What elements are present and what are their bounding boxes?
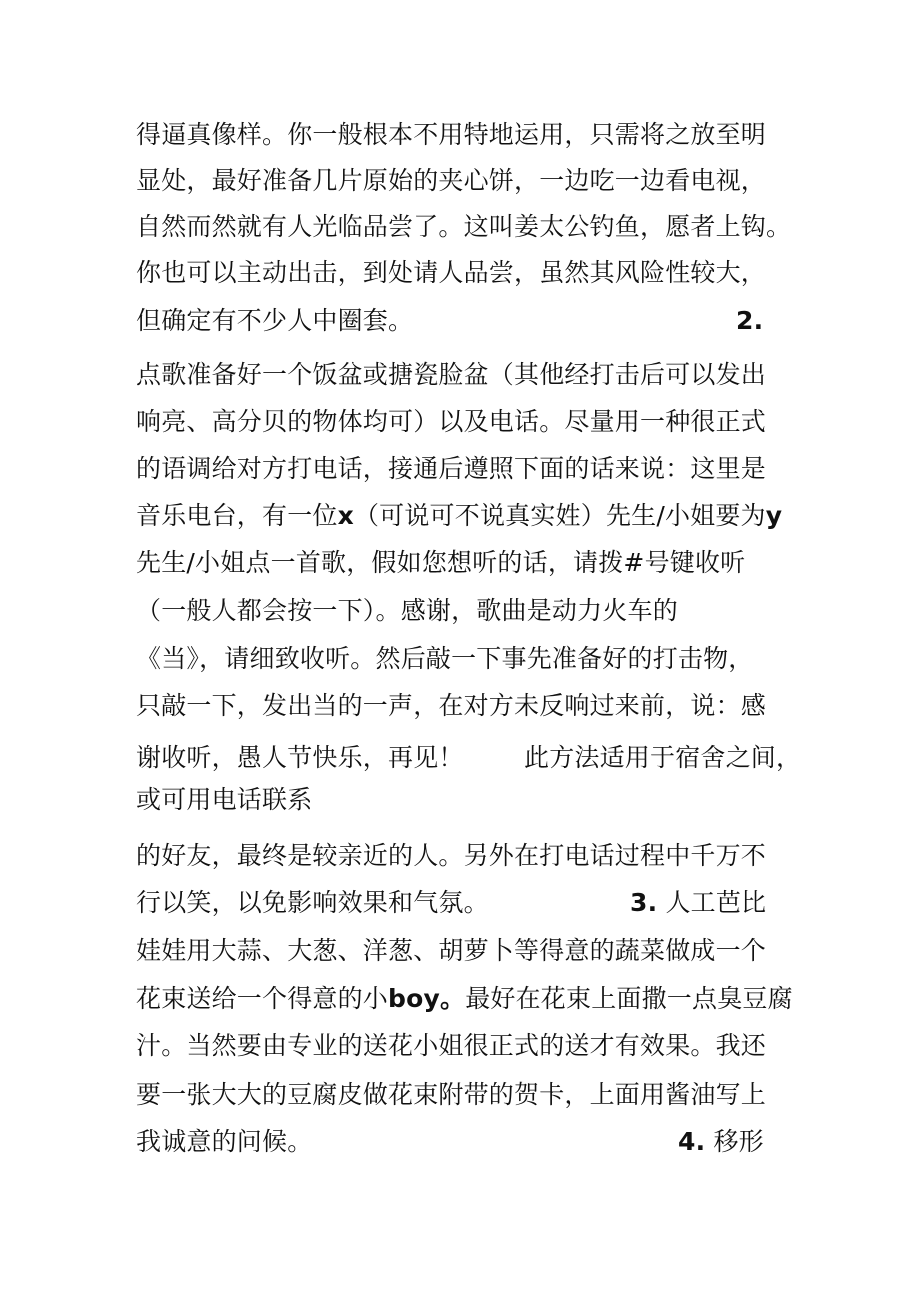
text-line: 要一张大大的豆腐皮做花束附带的贺卡，上面用酱油写上: [136, 1080, 767, 1109]
section-heading: 4. 移形: [678, 1127, 764, 1156]
variable-x: x: [337, 501, 354, 530]
variable-y: y: [765, 501, 783, 530]
section-number: 2.: [736, 306, 764, 335]
section-heading: 3. 人工芭比: [630, 888, 767, 917]
text-line: 响亮、高分贝的物体均可）以及电话。尽量用一种很正式: [136, 407, 767, 436]
text-line: 点歌准备好一个饭盆或搪瓷脸盆（其他经打击后可以发出: [136, 360, 767, 389]
text-line: 得逼真像样。你一般根本不用特地运用，只需将之放至明: [136, 120, 767, 149]
text-line: 自然而然就有人光临品尝了。这叫姜太公钓鱼，愿者上钩。: [136, 212, 792, 241]
text-line: 或可用电话联系: [136, 785, 313, 814]
text-line: 只敲一下，发出当的一声，在对方未反响过来前，说：感: [136, 691, 767, 720]
word-boy: boy: [388, 984, 440, 1013]
text-line: 你也可以主动出击，到处请人品尝，虽然其风险性较大，: [136, 258, 767, 287]
text-line: （一般人都会按一下）。感谢，歌曲是动力火车的: [136, 596, 678, 625]
text-line: 音乐电台，有一位x（可说可不说真实姓）先生/小姐要为y: [136, 501, 783, 530]
text-line: 我诚意的问候。 4. 移形: [136, 1119, 816, 1165]
text-line: 先生/小姐点一首歌，假如您想听的话，请拨#号键收听: [136, 548, 746, 577]
text-line: 娃娃用大蒜、大葱、洋葱、胡萝卜等得意的蔬菜做成一个: [136, 936, 767, 965]
text-line: 显处，最好准备几片原始的夹心饼，一边吃一边看电视，: [136, 166, 767, 195]
text-line: 汁。当然要由专业的送花小姐很正式的送才有效果。我还: [136, 1031, 767, 1060]
text-fragment: 此方法适用于宿舍之间，: [524, 743, 802, 772]
text-line: 谢收听，愚人节快乐，再见！ 此方法适用于宿舍之间，: [136, 735, 816, 781]
text-line: 《当》，请细致收听。然后敲一下事先准备好的打击物，: [136, 644, 754, 673]
text-line: 行以笑，以免影响效果和气氛。 3. 人工芭比: [136, 880, 816, 926]
text-line: 的好友，最终是较亲近的人。另外在打电话过程中千万不: [136, 841, 767, 870]
text-line: 但确定有不少人中圈套。 2.: [136, 298, 816, 344]
text-line: 的语调给对方打电话，接通后遵照下面的话来说：这里是: [136, 454, 767, 483]
text-line: 花束送给一个得意的小boy。最好在花束上面撒一点臭豆腐: [136, 984, 793, 1013]
